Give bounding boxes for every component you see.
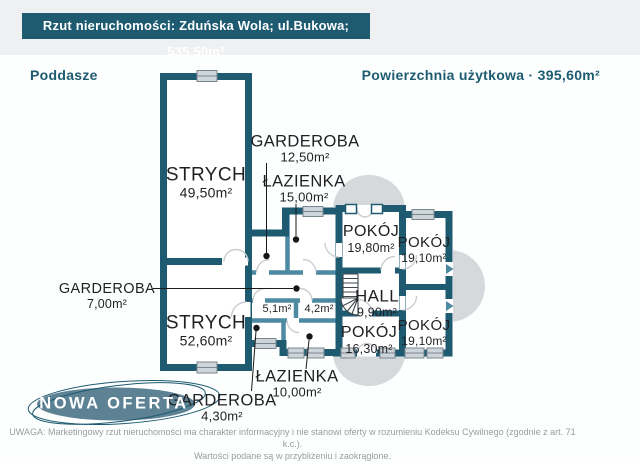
room-label-garderoba-4-30: GARDEROBA 4,30m²	[167, 391, 277, 424]
room-label-pokoj-16-30: POKÓJ 16,30m²	[340, 324, 398, 356]
disclaimer	[5, 426, 580, 462]
room-label-lazienka-10: ŁAZIENKA 10,00m²	[255, 367, 339, 400]
room-label-strych-dolny: STRYCH 52,60m²	[165, 312, 247, 349]
room-label-garderoba-12: GARDEROBA 12,50m²	[250, 132, 360, 165]
room-label-pokoj-19-80: POKÓJ 19,80m²	[342, 223, 400, 255]
new-offer-badge-label: NOWA OFERTA	[39, 394, 189, 413]
page-title: Rzut nieruchomości: Zduńska Wola; ul.Bukowa; 535,50m²	[22, 13, 370, 39]
usable-area-label: Powierzchnia użytkowa · 395,60m²	[361, 67, 600, 83]
room-label-pom-5-1: 5,1m²	[262, 302, 292, 315]
disclaimer-line2: Wartości podane są w przybliżeniu i zaokrąglone.	[194, 451, 391, 462]
room-label-pokoj-19-10-top: POKÓJ 19,10m²	[397, 233, 451, 265]
room-label-strych-gorny: STRYCH 49,50m²	[165, 164, 247, 201]
room-label-lazienka-15: ŁAZIENKA 15,00m²	[262, 172, 346, 205]
room-label-garderoba-7: GARDEROBA 7,00m²	[58, 280, 156, 312]
floor-name-label: Poddasze	[30, 67, 98, 83]
room-label-pom-4-2: 4,2m²	[304, 302, 334, 315]
room-label-hall: HALL 9,90m²	[354, 286, 400, 320]
room-label-pokoj-19-10-bot: POKÓJ 19,10m²	[397, 316, 451, 348]
disclaimer-line1: UWAGA: Marketingowy rzut nieruchomości ma charakter informacyjny i nie stanowi oferty w rozumieniu Kodeksu Cywilnego (zgodnie z art. 71 k.c.).	[9, 427, 576, 450]
